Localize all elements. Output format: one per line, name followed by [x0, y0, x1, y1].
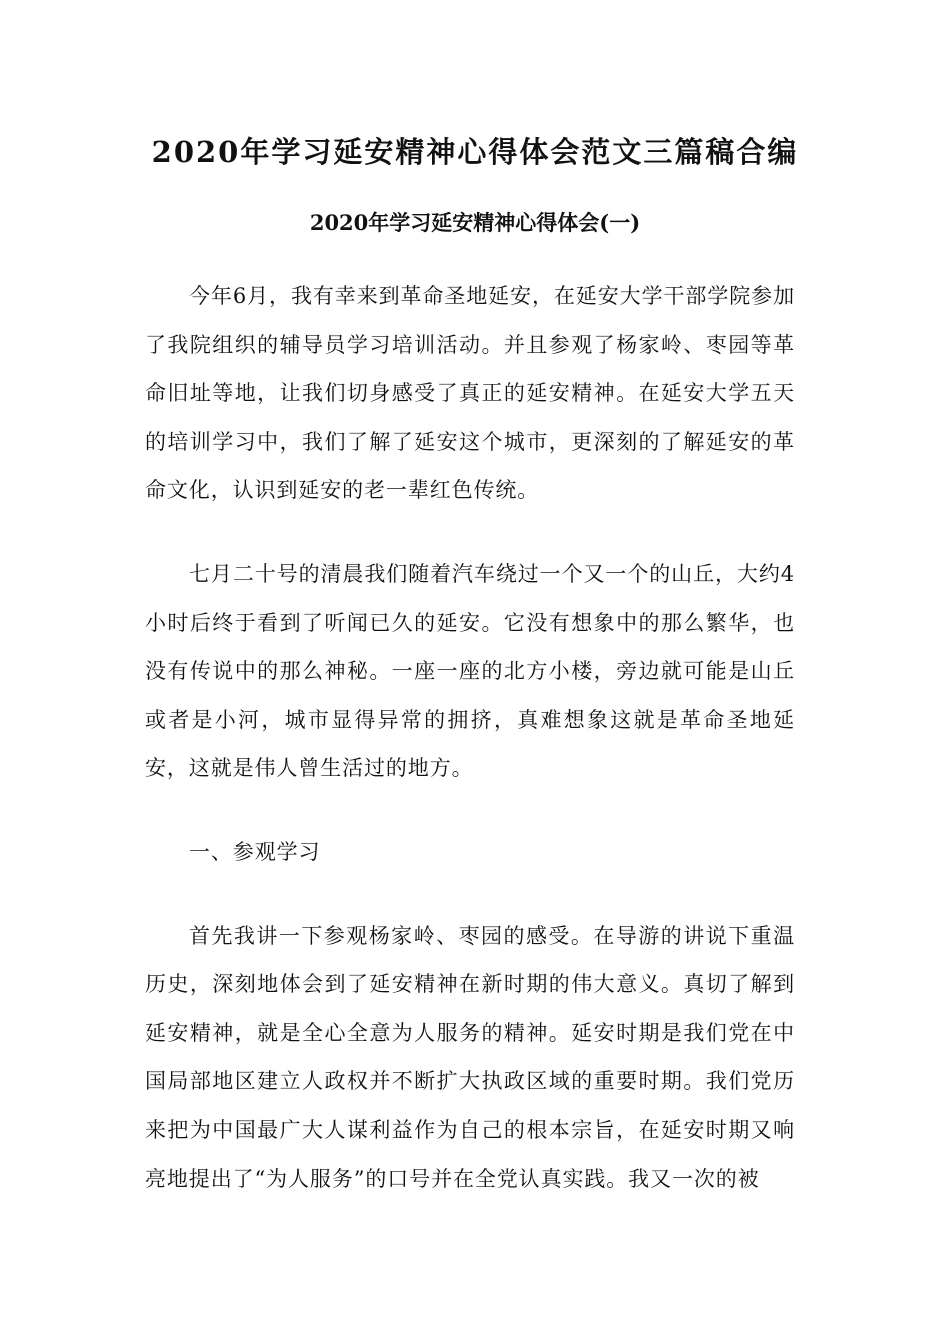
section-title: 2020年学习延安精神心得体会(一) — [309, 210, 641, 235]
paragraph-1: 今年6月，我有幸来到革命圣地延安，在延安大学干部学院参加了我院组织的辅导员学习培训活动。并且参观了杨家岭、枣园等革命旧址等地，让我们切身感受了真正的延安精神。在延安大学五天的培训学习中，我们了解了延安这个城市，更深刻的了解延安的革命文化，认识到延安的老一辈红色传统。 — [145, 284, 795, 503]
document-title: 2020年学习延安精神心得体会范文三篇稿合编 — [151, 135, 799, 169]
subheading-visit-study: 一、参观学习 — [189, 839, 321, 864]
document-body — [145, 272, 795, 1238]
paragraph-3: 首先我讲一下参观杨家岭、枣园的感受。在导游的讲说下重温历史，深刻地体会到了延安精神在新时期的伟大意义。真切了解到延安精神，就是全心全意为人服务的精神。延安时期是我们党在中国局部地区建立人政权并不断扩大执政区域的重要时期。我们党历来把为中国最广大人谋利益作为自己的根本宗旨，在延安时期又响亮地提出了“为人服务”的口号并在全党认真实践。我又一次的被 — [145, 923, 795, 1191]
paragraph-2: 七月二十号的清晨我们随着汽车绕过一个又一个的山丘，大约4小时后终于看到了听闻已久的延安。它没有想象中的那么繁华，也没有传说中的那么神秘。一座一座的北方小楼，旁边就可能是山丘或者是小河，城市显得异常的拥挤，真难想象这就是革命圣地延安，这就是伟人曾生活过的地方。 — [145, 561, 795, 781]
